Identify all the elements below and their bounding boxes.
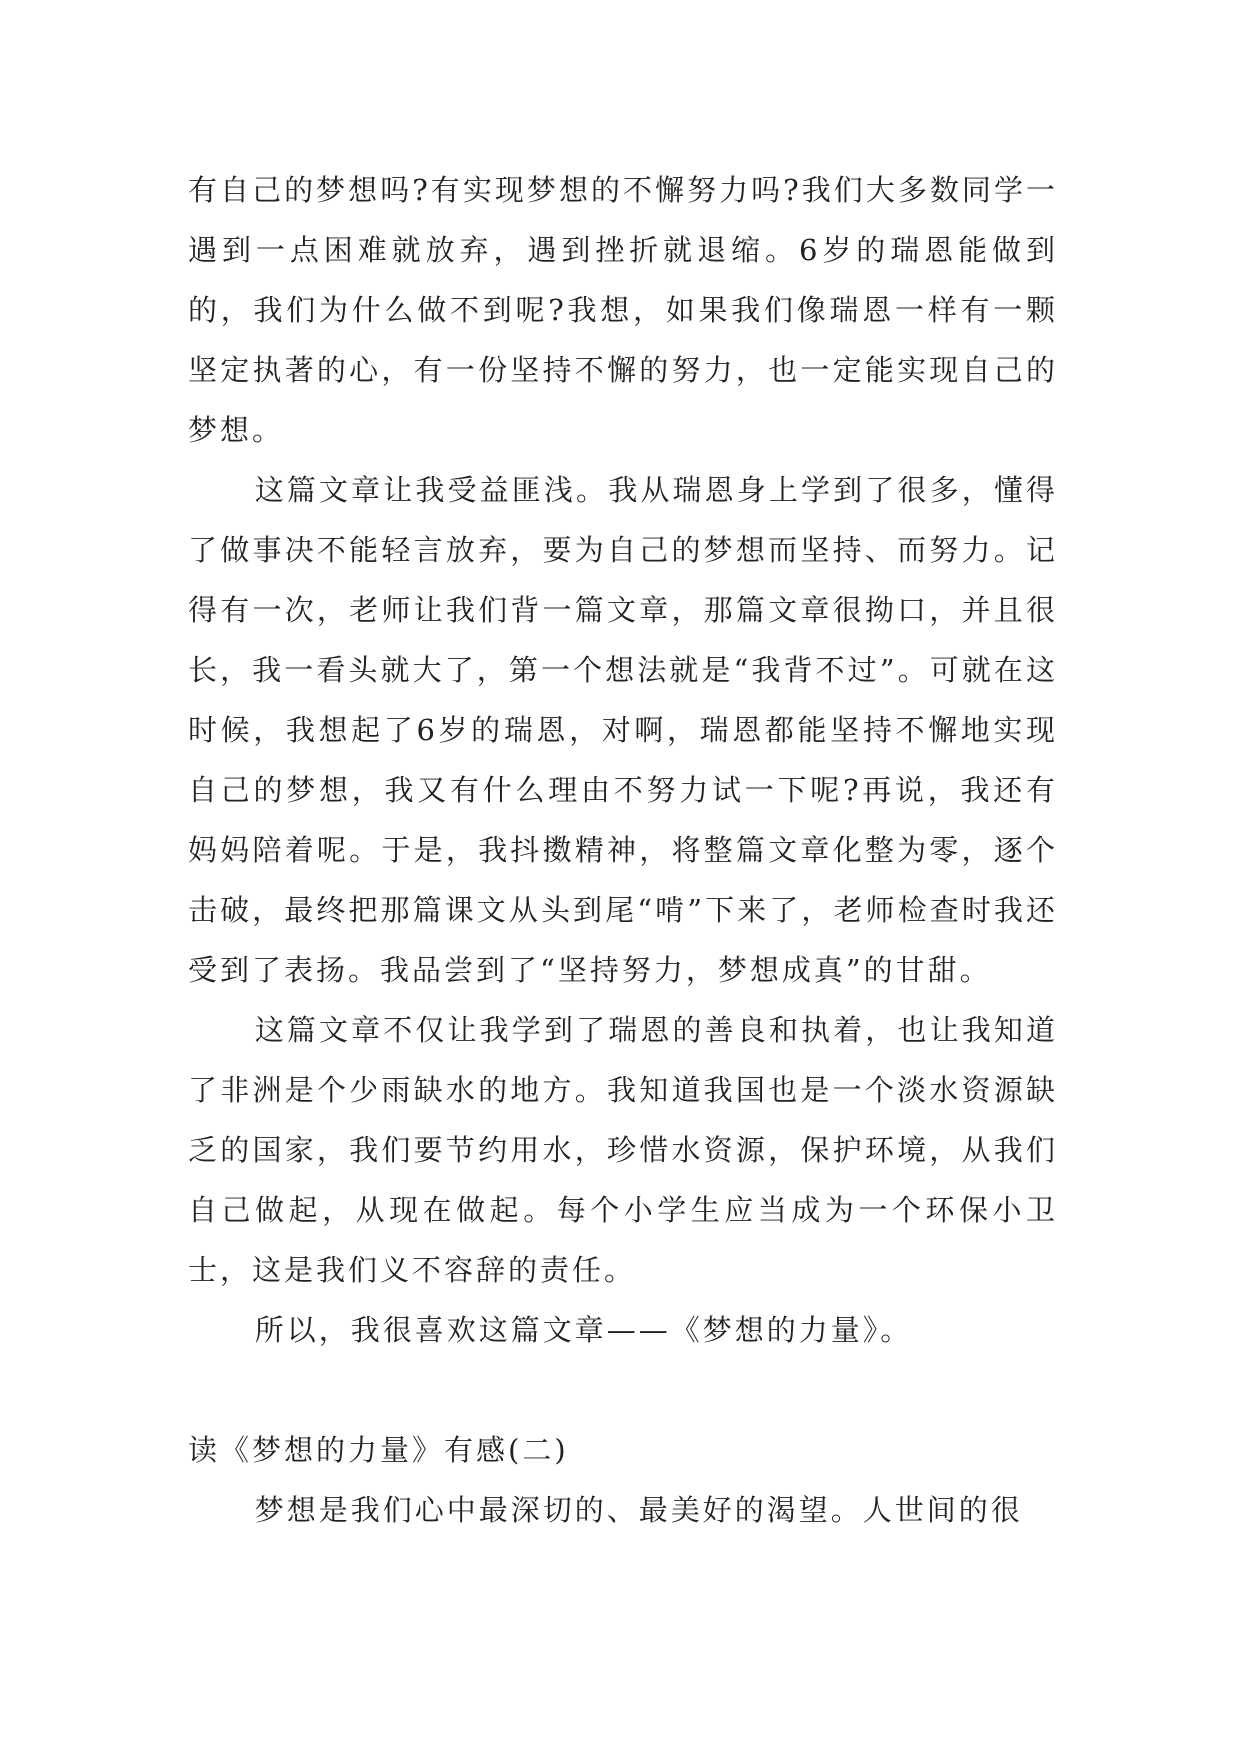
document-body — [188, 160, 1058, 1540]
section-paragraph: 梦想是我们心中最深切的、最美好的渴望。人世间的很 — [254, 1493, 1023, 1527]
paragraph-1: 有自己的梦想吗?有实现梦想的不懈努力吗?我们大多数同学一遇到一点困难就放弃，遇到挫折就退缩。6岁的瑞恩能做到的，我们为什么做不到呢?我想，如果我们像瑞恩一样有一颗坚定执著的心，有一份坚持不懈的努力，也一定能实现自己的梦想。 — [188, 173, 1058, 447]
paragraph-4: 所以，我很喜欢这篇文章——《梦想的力量》。 — [254, 1313, 913, 1347]
paragraph-2: 这篇文章让我受益匪浅。我从瑞恩身上学到了很多，懂得了做事决不能轻言放弃，要为自己的梦想而坚持、而努力。记得有一次，老师让我们背一篇文章，那篇文章很拗口，并且很长，我一看头就大了，第一个想法就是“我背不过”。可就在这时候，我想起了6岁的瑞恩，对啊，瑞恩都能坚持不懈地实现自己的梦想，我又有什么理由不努力试一下呢?再说，我还有妈妈陪着呢。于是，我抖擞精神，将整篇文章化整为零，逐个击破，最终把那篇课文从头到尾“啃”下来了，老师检查时我还受到了表扬。我品尝到了“坚持努力，梦想成真”的甘甜。 — [188, 473, 1058, 987]
paragraph-3: 这篇文章不仅让我学到了瑞恩的善良和执着，也让我知道了非洲是个少雨缺水的地方。我知道我国也是一个淡水资源缺乏的国家，我们要节约用水，珍惜水资源，保护环境，从我们自己做起，从现在做起。每个小学生应当成为一个环保小卫士，这是我们义不容辞的责任。 — [188, 1013, 1058, 1287]
section-title: 读《梦想的力量》有感(二) — [188, 1433, 569, 1467]
